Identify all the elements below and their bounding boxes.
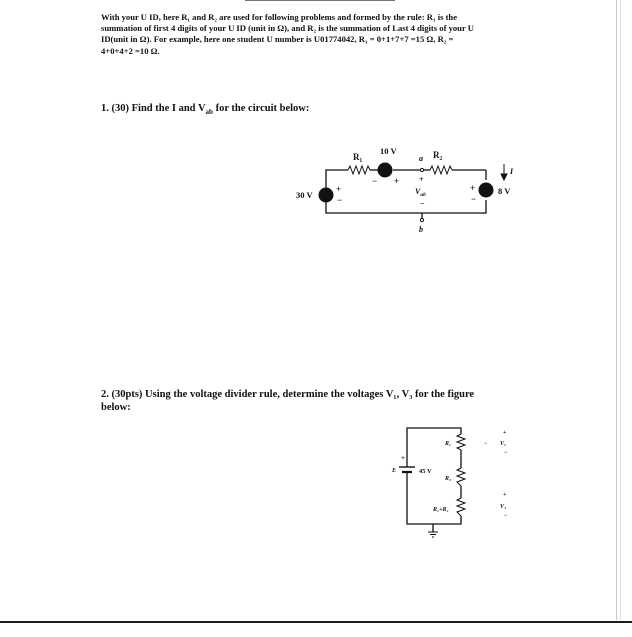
current-arrow-icon xyxy=(501,164,507,180)
source-30v-plus: + xyxy=(336,184,342,194)
r2-label: R₂ xyxy=(433,150,443,160)
question-1-text: 1. (30) Find the I and V xyxy=(101,103,206,114)
circuit-1-diagram xyxy=(290,140,530,240)
top-rule xyxy=(245,0,395,1)
r1-label: R₁ xyxy=(353,152,363,162)
source-8v-plus: + xyxy=(470,183,476,193)
node-b-terminal xyxy=(420,218,423,221)
page-edge-right xyxy=(616,0,617,620)
intro-paragraph xyxy=(101,12,511,57)
node-b-label: b xyxy=(419,225,423,234)
v3-label: V₃ xyxy=(500,504,507,510)
source-10v xyxy=(378,163,393,178)
vab-label: $V_{ab}$ xyxy=(415,187,426,198)
source-30v-label: 30 V xyxy=(296,190,313,200)
source-10v-minus: − xyxy=(372,176,378,186)
question-2 xyxy=(101,389,521,414)
battery-source xyxy=(399,462,415,478)
v3-minus: − xyxy=(504,513,508,519)
node-a-terminal xyxy=(420,168,423,171)
source-10v-plus: + xyxy=(394,176,400,186)
r1-label-2: R₁ xyxy=(445,441,452,447)
intro-line: With your U ID, here R₁ and R₂ are used for following problems and formed by the rule: R₁ is the xyxy=(101,12,458,22)
vab-plus: + xyxy=(419,175,424,184)
v3-plus: + xyxy=(503,492,507,498)
battery-plus: + xyxy=(401,454,405,462)
r2-resistor-2 xyxy=(457,468,465,486)
r12-resistor xyxy=(457,498,465,516)
r12-label: R₁+R₂ xyxy=(433,507,449,513)
v1-minus: − xyxy=(504,450,508,456)
v1-plus: + xyxy=(503,430,507,436)
source-8v xyxy=(479,183,494,198)
r1-resistor-2 xyxy=(457,434,465,450)
circuit-2-diagram xyxy=(385,420,525,545)
arrow-mark: − xyxy=(484,441,488,447)
page-edge-right-shadow xyxy=(620,0,621,620)
intro-line: 4+0+4+2 =10 Ω. xyxy=(101,45,160,56)
question-1 xyxy=(101,103,309,116)
source-8v-label: 8 V xyxy=(498,186,511,196)
source-30v-minus: − xyxy=(337,195,343,205)
node-a-label: a xyxy=(419,154,423,163)
circuit-2-wires xyxy=(407,428,461,532)
r1-resistor xyxy=(348,166,370,174)
question-1-sub: ab xyxy=(205,108,213,117)
v1-label: V₁ xyxy=(500,441,507,447)
circuit-1-wires xyxy=(326,170,486,220)
intro-line: ID(unit in Ω). For example, here one student U number is U01774042, R₁ = 0+1+7+7 =15 Ω, R₂ = xyxy=(101,34,454,45)
question-2-line: below: xyxy=(101,401,131,413)
page-edge-bottom xyxy=(0,621,632,623)
r2-label-2: R₂ xyxy=(445,476,452,482)
current-label: I xyxy=(510,167,514,176)
vab-minus: − xyxy=(420,199,425,208)
battery-e-label: E xyxy=(392,468,397,474)
r2-resistor xyxy=(430,166,452,174)
source-30v xyxy=(319,188,334,203)
intro-line: summation of first 4 digits of your U ID (unit in Ω), and R₂ is the summation of Last 4 digits of your U xyxy=(101,23,474,34)
source-8v-minus: − xyxy=(471,194,477,204)
source-10v-label: 10 V xyxy=(380,146,397,156)
battery-voltage-label: 45 V xyxy=(419,468,432,475)
question-2-line: 2. (30pts) Using the voltage divider rule, determine the voltages V₁, V₃ for the figure xyxy=(101,389,475,400)
ground-icon xyxy=(428,532,438,537)
question-1-tail: for the circuit below: xyxy=(212,103,310,114)
